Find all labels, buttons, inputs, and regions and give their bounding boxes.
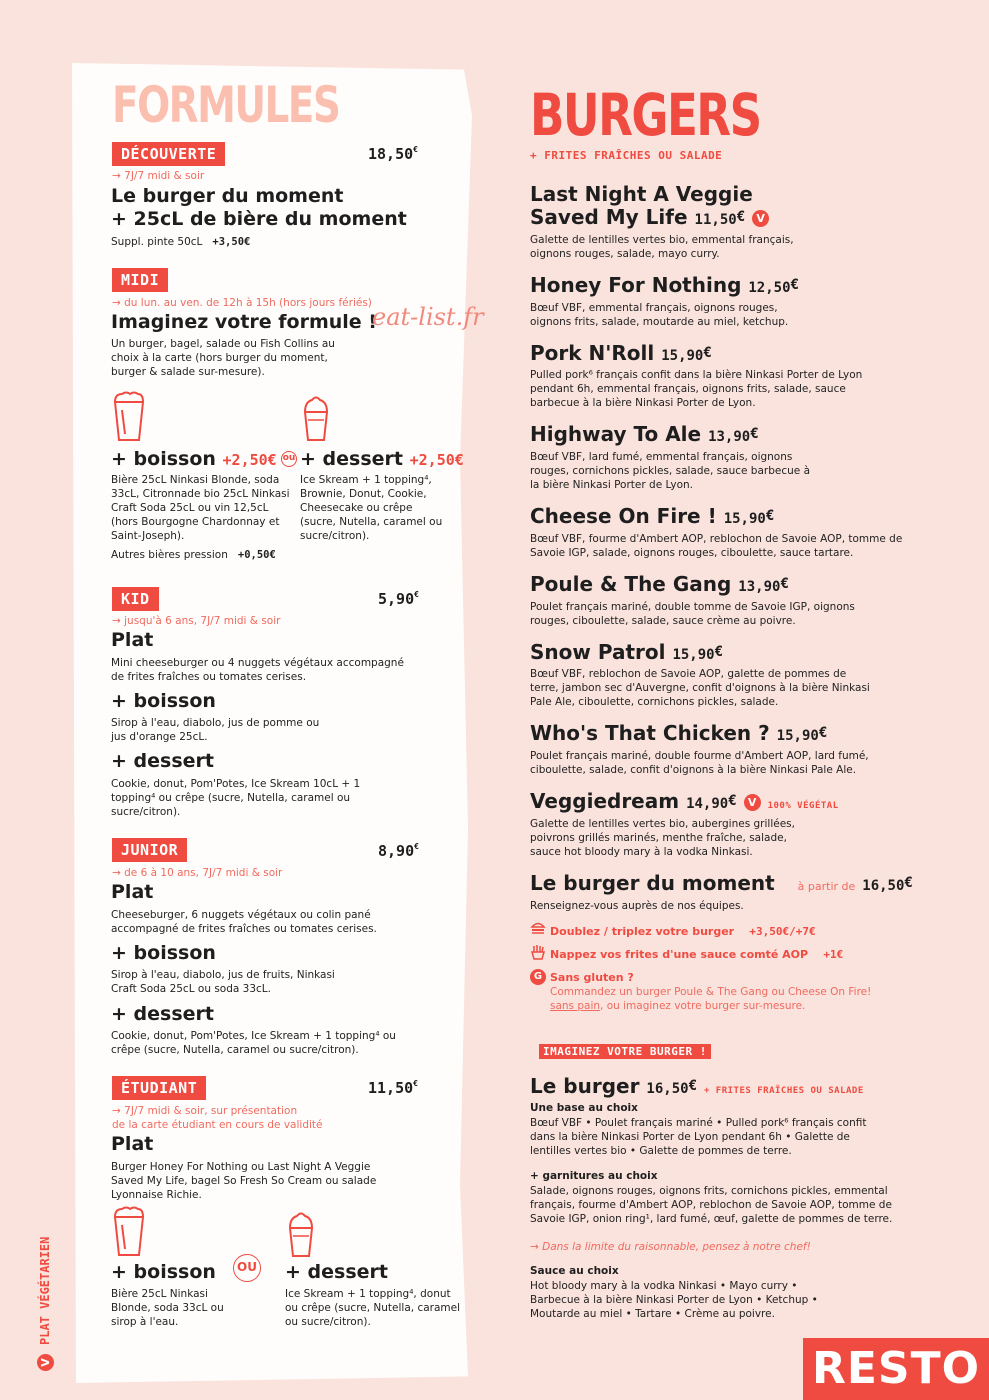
burger-desc: Galette de lentilles vertes bio, emmental français, oignons rouges, salade, mayo curry. bbox=[530, 234, 794, 260]
burger-name: Highway To Ale 13,90€ bbox=[530, 422, 759, 446]
gluten-desc: Commandez un burger Poule & The Gang ou Cheese On Fire! sans pain, ou imaginez votre burger sur-mesure. bbox=[550, 986, 872, 1012]
etudiant-dessert-desc: Ice Skream + 1 topping⁴, donut ou crêpe (sucre, Nutella, caramel ou sucre/citron). bbox=[285, 1288, 461, 1328]
garnitures-note: → Dans la limite du raisonnable, pensez à notre chef! bbox=[530, 1241, 811, 1253]
ice-cream-icon-etudiant bbox=[285, 1210, 317, 1258]
burger-name: Last Night A Veggie bbox=[530, 182, 753, 206]
decouverte-price: 18,50€ bbox=[368, 145, 418, 163]
sauce-desc: Hot bloody mary à la vodka Ninkasi • Mayo curry • Barbecue à la bière Ninkasi Porter de Lyon • Ketchup • Moutarde au miel • Tartare • Crème au poivre. bbox=[530, 1280, 818, 1320]
ice-cream-icon bbox=[300, 394, 332, 442]
burger-desc: Bœuf VBF, fourme d'Ambert AOP, reblochon de Savoie AOP, tomme de Savoie IGP, salade, oignons rouges, ciboulette, sauce tartare. bbox=[530, 533, 903, 559]
extra-nappez: Nappez vos frites d'une sauce comté AOP +1€ bbox=[550, 948, 844, 961]
midi-dessert: + dessert +2,50€ bbox=[300, 448, 464, 470]
midi-desc: Un burger, bagel, salade ou Fish Collins au choix à la carte (hors burger du moment, burger & salade sur-mesure). bbox=[111, 338, 335, 378]
ou-badge: ou bbox=[281, 451, 297, 467]
cup-icon-etudiant bbox=[112, 1205, 146, 1257]
custom-burger-name: Le burger 16,50€ + FRITES FRAÎCHES OU SALADE bbox=[530, 1074, 864, 1098]
gluten-title: Sans gluten ? bbox=[550, 971, 634, 984]
kid-note: → jusqu'à 6 ans, 7J/7 midi & soir bbox=[112, 615, 281, 627]
junior-dessert-desc: Cookie, donut, Pom'Potes, Ice Skream + 1 topping⁴ ou crêpe (sucre, Nutella, caramel ou sucre/citron). bbox=[111, 1030, 396, 1056]
sauce-title: Sauce au choix bbox=[530, 1265, 619, 1277]
midi-boisson: + boisson +2,50€ bbox=[111, 448, 277, 470]
junior-boisson-desc: Sirop à l'eau, diabolo, jus de fruits, Ninkasi Craft Soda 25cL ou soda 33cL. bbox=[111, 969, 335, 995]
decouverte-line2: + 25cL de bière du moment bbox=[111, 208, 407, 230]
kid-boisson-desc: Sirop à l'eau, diabolo, jus de pomme ou jus d'orange 25cL. bbox=[111, 717, 320, 743]
tag-kid: KID bbox=[112, 587, 159, 611]
decouverte-note: → 7J/7 midi & soir bbox=[112, 170, 205, 182]
garnitures-title: + garnitures au choix bbox=[530, 1170, 658, 1182]
junior-dessert: + dessert bbox=[111, 1003, 214, 1025]
etudiant-note2: de la carte étudiant en cours de validité bbox=[112, 1119, 323, 1131]
midi-dessert-desc: Ice Skream + 1 topping⁴, Brownie, Donut, Cookie, Cheesecake ou crêpe (sucre, Nutella, caramel ou sucre/citron). bbox=[300, 474, 443, 542]
formules-title: FORMULES bbox=[112, 76, 340, 134]
resto-label: RESTO bbox=[803, 1338, 989, 1400]
burger-desc: Bœuf VBF, emmental français, oignons rouges, oignons frits, salade, moutarde au miel, ketchup. bbox=[530, 302, 789, 328]
veggie-icon: V bbox=[37, 1354, 54, 1371]
junior-boisson: + boisson bbox=[111, 942, 216, 964]
burger-moment-desc: Renseignez-vous auprès de nos équipes. bbox=[530, 900, 744, 912]
gluten-free-icon: G bbox=[530, 969, 546, 985]
midi-autres: Autres bières pression +0,50€ bbox=[111, 549, 276, 561]
decouverte-suppl: Suppl. pinte 50cL +3,50€ bbox=[111, 236, 251, 248]
tag-decouverte: DÉCOUVERTE bbox=[112, 142, 225, 166]
cup-icon bbox=[112, 390, 146, 442]
burgers-title: BURGERS bbox=[530, 81, 761, 149]
ou-badge-etudiant: OU bbox=[233, 1254, 261, 1282]
garnitures-desc: Salade, oignons rouges, oignons frits, cornichons pickles, emmental français, fourme d'Ambert AOP, reblochon de Savoie AOP, tomme de Savoie IGP, onion ring¹, lard fumé, œuf, galette de pommes de terre. bbox=[530, 1185, 893, 1225]
midi-note: → du lun. au ven. de 12h à 15h (hors jours fériés) bbox=[112, 297, 372, 309]
burger-name: Who's That Chicken ? 15,90€ bbox=[530, 721, 828, 745]
fries-icon bbox=[530, 944, 546, 960]
burgers-subtitle: + FRITES FRAÎCHES OU SALADE bbox=[530, 149, 723, 162]
junior-price: 8,90€ bbox=[378, 842, 419, 860]
etudiant-note1: → 7J/7 midi & soir, sur présentation bbox=[112, 1105, 298, 1117]
burger-desc: Poulet français mariné, double tomme de Savoie IGP, oignons rouges, ciboulette, salade, sauce crème au poivre. bbox=[530, 601, 855, 627]
burger-name: Poule & The Gang 13,90€ bbox=[530, 572, 789, 596]
kid-dessert-desc: Cookie, donut, Pom'Potes, Ice Skream 10cL + 1 topping⁴ ou crêpe (sucre, Nutella, caramel ou sucre/citron). bbox=[111, 778, 361, 818]
veggie-icon: V bbox=[744, 794, 761, 811]
burger-name: Honey For Nothing 12,50€ bbox=[530, 273, 799, 297]
tag-etudiant: ÉTUDIANT bbox=[112, 1076, 206, 1100]
junior-plat: Plat bbox=[111, 881, 154, 903]
burger-name: Snow Patrol 15,90€ bbox=[530, 640, 724, 664]
tag-junior: JUNIOR bbox=[112, 838, 187, 862]
kid-boisson: + boisson bbox=[111, 690, 216, 712]
junior-plat-desc: Cheeseburger, 6 nuggets végétaux ou colin pané accompagné de frites fraîches ou tomates cerises. bbox=[111, 909, 377, 935]
base-desc: Bœuf VBF • Poulet français mariné • Pulled pork⁶ français confit dans la bière Ninkasi Porter de Lyon pendant 6h • Galette de lentilles vertes bio • Galette de pommes de terre. bbox=[530, 1117, 867, 1157]
etudiant-boisson: + boisson bbox=[111, 1261, 216, 1283]
kid-dessert: + dessert bbox=[111, 750, 214, 772]
extra-double: Doublez / triplez votre burger +3,50€/+7€ bbox=[550, 925, 816, 938]
plat-vegetarien-label: PLAT VÉGÉTARIEN bbox=[38, 1236, 52, 1345]
etudiant-plat: Plat bbox=[111, 1133, 154, 1155]
etudiant-dessert: + dessert bbox=[285, 1261, 388, 1283]
burger-desc: Galette de lentilles vertes bio, aubergines grillées, poivrons grillés marinés, menthe fraîche, salade, sauce hot bloody mary à la vodka Ninkasi. bbox=[530, 818, 795, 858]
etudiant-price: 11,50€ bbox=[368, 1079, 418, 1097]
base-title: Une base au choix bbox=[530, 1102, 638, 1114]
etudiant-boisson-desc: Bière 25cL Ninkasi Blonde, soda 33cL ou sirop à l'eau. bbox=[111, 1288, 224, 1328]
midi-boisson-desc: Bière 25cL Ninkasi Blonde, soda 33cL, Citronnade bio 25cL Ninkasi Craft Soda 25cL ou vin 12,5cL (hors Bourgogne Chardonnay et Saint-Joseph). bbox=[111, 474, 290, 542]
burger-name: Cheese On Fire ! 15,90€ bbox=[530, 504, 775, 528]
burger-name-line2: Saved My Life 11,50€ V bbox=[530, 206, 769, 232]
burger-name: Pork N'Roll 15,90€ bbox=[530, 341, 712, 365]
junior-note: → de 6 à 10 ans, 7J/7 midi & soir bbox=[112, 867, 283, 879]
burger-desc: Bœuf VBF, lard fumé, emmental français, oignons rouges, cornichons pickles, salade, sauce barbecue à la bière Ninkasi Porter de Lyon. bbox=[530, 451, 810, 491]
etudiant-plat-desc: Burger Honey For Nothing ou Last Night A Veggie Saved My Life, bagel So Fresh So Cream ou salade Lyonnaise Richie. bbox=[111, 1161, 377, 1201]
burger-moment-name: Le burger du moment à partir de 16,50€ bbox=[530, 871, 913, 895]
watermark: eat-list.fr bbox=[372, 303, 484, 331]
tag-midi: MIDI bbox=[112, 268, 168, 292]
burger-desc: Bœuf VBF, reblochon de Savoie AOP, galette de pommes de terre, jambon sec d'Auvergne, confit d'oignons à la bière Ninkasi Pale Ale, ciboulette, cornichons pickles, salade. bbox=[530, 668, 870, 708]
veggie-icon: V bbox=[752, 210, 769, 227]
burger-desc: Pulled pork⁶ français confit dans la bière Ninkasi Porter de Lyon pendant 6h, emmental français, oignons frits, salade, sauce barbecue à la bière Ninkasi Porter de Lyon. bbox=[530, 369, 863, 409]
burger-name: Veggiedream 14,90€ V 100% VÉGÉTAL bbox=[530, 789, 839, 813]
tag-imaginez: IMAGINEZ VOTRE BURGER ! bbox=[539, 1044, 711, 1059]
burger-desc: Poulet français mariné, double fourme d'Ambert AOP, lard fumé, ciboulette, salade, confit d'oignons à la bière Ninkasi Pale Ale. bbox=[530, 750, 869, 776]
kid-plat: Plat bbox=[111, 629, 154, 651]
kid-price: 5,90€ bbox=[378, 590, 419, 608]
decouverte-line1: Le burger du moment bbox=[111, 185, 344, 207]
burger-icon bbox=[530, 920, 546, 936]
kid-plat-desc: Mini cheeseburger ou 4 nuggets végétaux accompagné de frites fraîches ou tomates cerises. bbox=[111, 657, 404, 683]
midi-title: Imaginez votre formule ! bbox=[111, 311, 377, 333]
